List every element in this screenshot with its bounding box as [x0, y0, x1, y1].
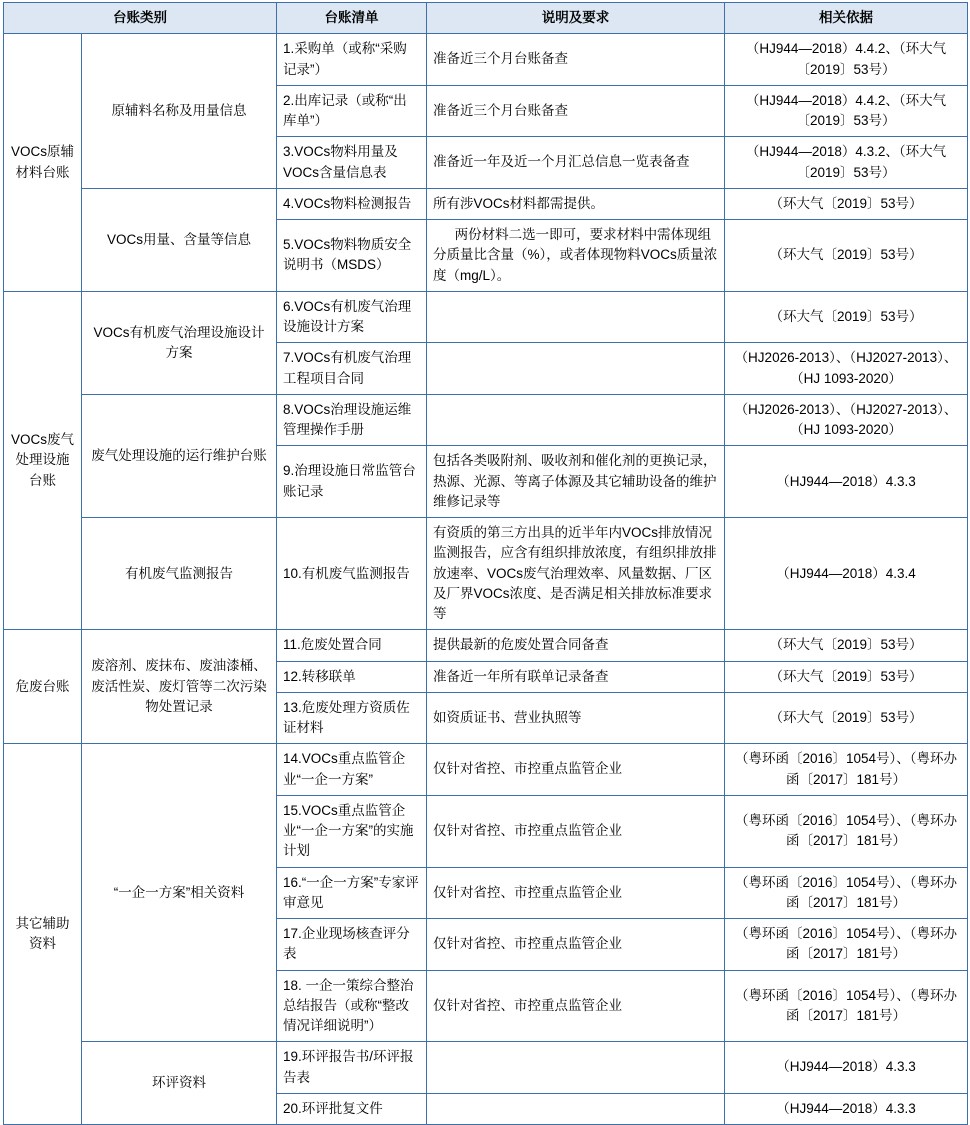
table-row: [4, 291, 968, 343]
column-header-basis: 相关依据: [725, 3, 968, 34]
cell-basis: （HJ944—2018）4.3.3: [725, 1093, 968, 1124]
cell-basis: （HJ944—2018）4.4.2、（环大气〔2019〕53号）: [725, 34, 968, 86]
cell-description: 准备近三个月台账备查: [427, 85, 725, 137]
cell-ledger-item: 9.治理设施日常监管台账记录: [277, 446, 427, 518]
cell-subcategory: VOCs有机废气治理设施设计方案: [82, 291, 277, 394]
cell-ledger-item: 10.有机废气监测报告: [277, 518, 427, 630]
cell-basis: （HJ944—2018）4.3.4: [725, 518, 968, 630]
cell-category: VOCs废气处理设施台账: [4, 291, 82, 630]
cell-description: [427, 291, 725, 343]
cell-description: [427, 343, 725, 395]
cell-subcategory: 有机废气监测报告: [82, 518, 277, 630]
cell-description: 所有涉VOCs材料都需提供。: [427, 188, 725, 219]
cell-description: 两份材料二选一即可，要求材料中需体现组分质量比含量（%），或者体现物料VOCs质量浓度（mg/L）。: [427, 220, 725, 292]
table-row: [4, 1042, 968, 1094]
cell-subcategory: 环评资料: [82, 1042, 277, 1125]
column-header-description: 说明及要求: [427, 3, 725, 34]
cell-basis: （环大气〔2019〕53号）: [725, 291, 968, 343]
table-row: [4, 744, 968, 796]
cell-basis: （粤环函〔2016〕1054号）、（粤环办函〔2017〕181号）: [725, 795, 968, 867]
cell-description: 准备近三个月台账备查: [427, 34, 725, 86]
cell-ledger-item: 12.转移联单: [277, 661, 427, 692]
cell-description: 提供最新的危废处置合同备查: [427, 630, 725, 661]
cell-description: 准备近一年及近一个月汇总信息一览表备查: [427, 137, 725, 189]
column-header-list: 台账清单: [277, 3, 427, 34]
cell-basis: （HJ944—2018）4.3.2、（环大气〔2019〕53号）: [725, 137, 968, 189]
cell-category: VOCs原辅材料台账: [4, 34, 82, 292]
cell-ledger-item: 8.VOCs治理设施运维管理操作手册: [277, 394, 427, 446]
cell-description: 仅针对省控、市控重点监管企业: [427, 744, 725, 796]
cell-description: 仅针对省控、市控重点监管企业: [427, 867, 725, 919]
cell-basis: （环大气〔2019〕53号）: [725, 630, 968, 661]
cell-ledger-item: 20.环评批复文件: [277, 1093, 427, 1124]
table-row: [4, 188, 968, 219]
cell-ledger-item: 11.危废处置合同: [277, 630, 427, 661]
column-header-category: 台账类别: [4, 3, 277, 34]
cell-subcategory: VOCs用量、含量等信息: [82, 188, 277, 291]
cell-description: [427, 1042, 725, 1094]
cell-basis: （HJ944—2018）4.3.3: [725, 446, 968, 518]
cell-ledger-item: 14.VOCs重点监管企业“一企一方案”: [277, 744, 427, 796]
cell-subcategory: 废溶剂、废抹布、废油漆桶、废活性炭、废灯管等二次污染物处置记录: [82, 630, 277, 744]
document-page: [0, 2, 970, 1125]
cell-category: 危废台账: [4, 630, 82, 744]
cell-basis: （环大气〔2019〕53号）: [725, 188, 968, 219]
cell-subcategory: 原辅料名称及用量信息: [82, 34, 277, 189]
cell-description: 包括各类吸附剂、吸收剂和催化剂的更换记录，热源、光源、等离子体源及其它辅助设备的维护维修记录等: [427, 446, 725, 518]
cell-basis: （粤环函〔2016〕1054号）、（粤环办函〔2017〕181号）: [725, 970, 968, 1042]
cell-description: 仅针对省控、市控重点监管企业: [427, 970, 725, 1042]
cell-basis: （HJ2026-2013）、（HJ2027-2013）、（HJ 1093-2020）: [725, 394, 968, 446]
cell-description: 仅针对省控、市控重点监管企业: [427, 795, 725, 867]
table-header-row: [4, 3, 968, 34]
cell-basis: （环大气〔2019〕53号）: [725, 692, 968, 744]
cell-ledger-item: 2.出库记录（或称“出库单”）: [277, 85, 427, 137]
cell-description: [427, 394, 725, 446]
cell-basis: （粤环函〔2016〕1054号）、（粤环办函〔2017〕181号）: [725, 744, 968, 796]
cell-ledger-item: 18. 一企一策综合整治总结报告（或称“整改情况详细说明”）: [277, 970, 427, 1042]
cell-description: 仅针对省控、市控重点监管企业: [427, 919, 725, 971]
cell-ledger-item: 1.采购单（或称“采购记录”）: [277, 34, 427, 86]
table-row: [4, 34, 968, 86]
cell-basis: （粤环函〔2016〕1054号）、（粤环办函〔2017〕181号）: [725, 919, 968, 971]
cell-basis: （环大气〔2019〕53号）: [725, 220, 968, 292]
cell-ledger-item: 7.VOCs有机废气治理工程项目合同: [277, 343, 427, 395]
table-body: [4, 34, 968, 1125]
cell-description: 准备近一年所有联单记录备查: [427, 661, 725, 692]
cell-description: [427, 1093, 725, 1124]
cell-basis: （粤环函〔2016〕1054号）、（粤环办函〔2017〕181号）: [725, 867, 968, 919]
cell-ledger-item: 15.VOCs重点监管企业“一企一方案”的实施计划: [277, 795, 427, 867]
ledger-table: [3, 2, 968, 1125]
cell-basis: （HJ944—2018）4.3.3: [725, 1042, 968, 1094]
cell-ledger-item: 5.VOCs物料物质安全说明书（MSDS）: [277, 220, 427, 292]
cell-ledger-item: 4.VOCs物料检测报告: [277, 188, 427, 219]
cell-ledger-item: 3.VOCs物料用量及VOCs含量信息表: [277, 137, 427, 189]
cell-ledger-item: 19.环评报告书/环评报告表: [277, 1042, 427, 1094]
cell-subcategory: 废气处理设施的运行维护台账: [82, 394, 277, 517]
cell-basis: （HJ944—2018）4.4.2、（环大气〔2019〕53号）: [725, 85, 968, 137]
table-row: [4, 394, 968, 446]
cell-description: 有资质的第三方出具的近半年内VOCs排放情况监测报告，应含有组织排放浓度，有组织排放排放速率、VOCs废气治理效率、风量数据、厂区及厂界VOCs浓度、是否满足相关排放标准要求等: [427, 518, 725, 630]
cell-ledger-item: 17.企业现场核查评分表: [277, 919, 427, 971]
cell-description: 如资质证书、营业执照等: [427, 692, 725, 744]
table-header: [4, 3, 968, 34]
table-row: [4, 630, 968, 661]
cell-basis: （HJ2026-2013）、（HJ2027-2013）、（HJ 1093-2020）: [725, 343, 968, 395]
table-row: [4, 518, 968, 630]
cell-basis: （环大气〔2019〕53号）: [725, 661, 968, 692]
cell-category: 其它辅助资料: [4, 744, 82, 1125]
cell-ledger-item: 16.“一企一方案”专家评审意见: [277, 867, 427, 919]
cell-ledger-item: 6.VOCs有机废气治理设施设计方案: [277, 291, 427, 343]
cell-ledger-item: 13.危废处理方资质佐证材料: [277, 692, 427, 744]
cell-subcategory: “一企一方案”相关资料: [82, 744, 277, 1042]
